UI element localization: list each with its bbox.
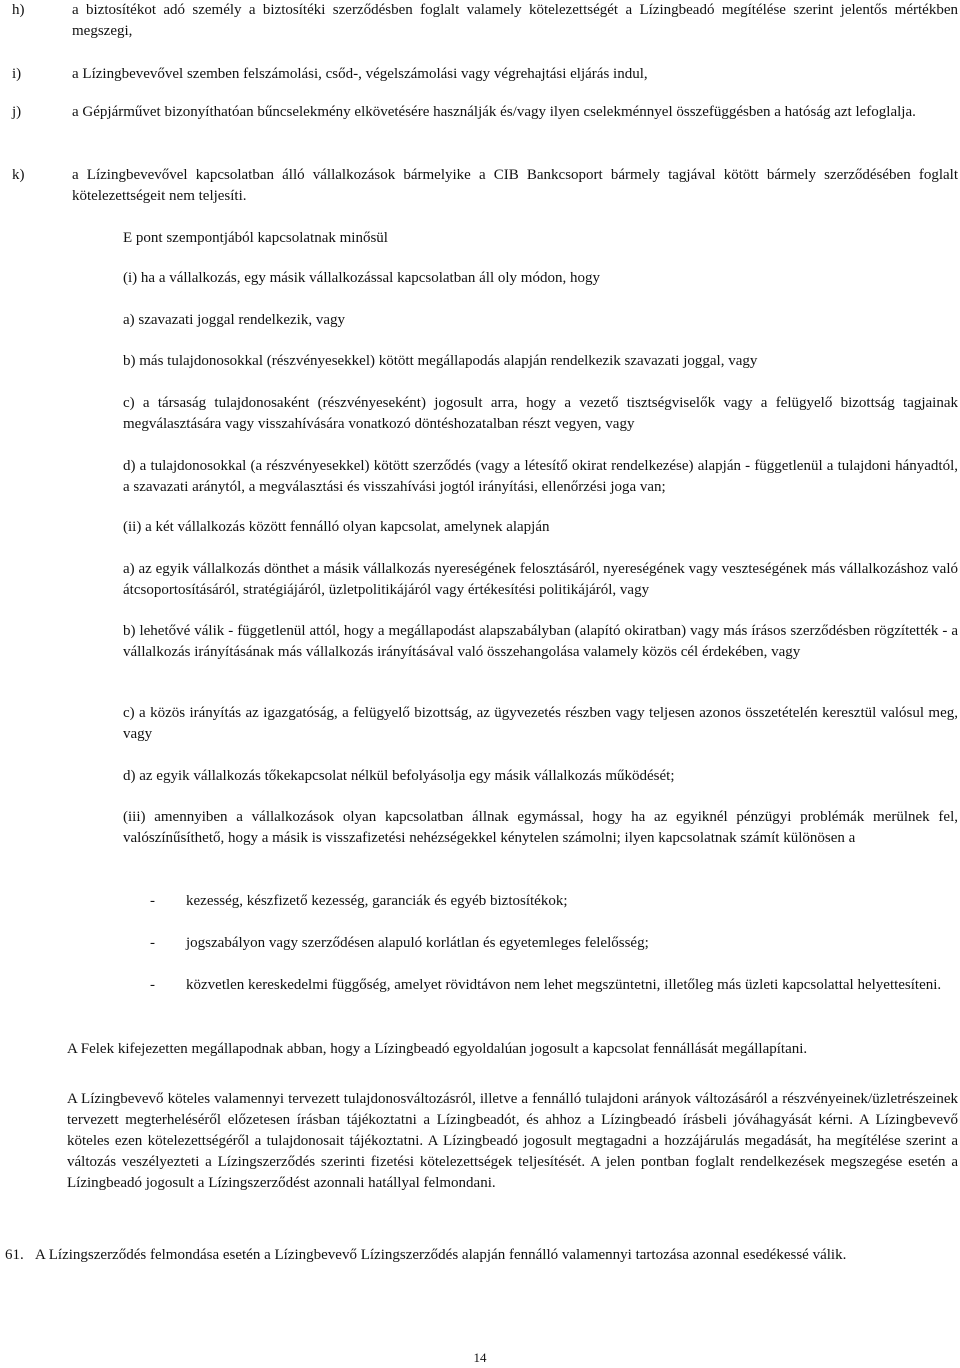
dash-bullet: -: [150, 935, 155, 951]
sub-ii-b: b) lehetővé válik - függetlenül attól, hogy a megállapodást alapszabályban (alapító okiratban) vagy más írásos szerződésben rögzítették - a vállalkozás irányításának más vállalkozás irányításával való összehangolása valamely közös cél érdekében, vagy: [123, 623, 958, 660]
section-61-text: A Lízingszerződés felmondása esetén a Lízingbevevő Lízingszerződés alapján fennálló valamennyi tartozása azonnal esedékessé válik.: [35, 1247, 847, 1263]
list-item-j: a Gépjárművet bizonyíthatóan bűncselekmény elkövetésére használják és/vagy ilyen cselekménnyel összefüggésben a hatóság azt lefoglalja.: [72, 104, 916, 120]
list-label-j: j): [12, 104, 22, 120]
sub-ii-c: c) a közös irányítás az igazgatóság, a felügyelő bizottság, az ügyvezetés részben vagy teljesen azonos összetételén keresztül valósul meg, vagy: [123, 705, 958, 742]
sub-ii-d: d) az egyik vállalkozás tőkekapcsolat nélkül befolyásolja egy másik vállalkozás működését;: [123, 768, 675, 784]
paragraph-lizingbevevo: A Lízingbevevő köteles valamennyi tervezett tulajdonosváltozásról, illetve a fennálló tulajdoni arányok változásáról a részvényeinek/üzletrészeinek tervezett megterheléséről előzetesen írásban tájékoztatni a Lízingbeadót, és ahhoz a Lízingbeadó írásbeli jóváhagyását kérni. A Lízingbevevő köteles ezen kötelezettségéről a tulajdonosait tájékoztatni. A Lízingbeadó jogosult megtagadni a hozzájárulás megadását, ha megítélése szerint a változás veszélyezteti a Lízingszerződés szerinti fizetési kötelezettségek teljesítését. A jelen pontban foglalt rendelkezések megszegése esetén a Lízingbeadó jogosult a Lízingszerződést azonnali hatállyal felmondani.: [67, 1091, 958, 1191]
sub-i-b: b) más tulajdonosokkal (részvényesekkel) kötött megállapodás alapján rendelkezik szavazati joggal, vagy: [123, 353, 758, 369]
paragraph-felek: A Felek kifejezetten megállapodnak abban, hogy a Lízingbeadó egyoldalúan jogosult a kapcsolat fennállását megállapítani.: [67, 1041, 808, 1057]
sub-ii: (ii) a két vállalkozás között fennálló olyan kapcsolat, amelynek alapján: [123, 519, 550, 535]
sub-i-a: a) szavazati joggal rendelkezik, vagy: [123, 312, 345, 328]
sub-iii: (iii) amennyiben a vállalkozások olyan kapcsolatban állnak egymással, hogy ha az egyiknél pénzügyi problémák merülnek fel, valószínűsíthető, hogy a másik is visszafizetési nehézségekkel kénytelen számolni; ilyen kapcsolatnak számít különösen a: [123, 809, 958, 846]
list-item-i: a Lízingbevevővel szemben felszámolási, csőd-, végelszámolási vagy végrehajtási eljárás indul,: [72, 66, 648, 82]
sub-ii-a: a) az egyik vállalkozás dönthet a másik vállalkozás nyereségének felosztásáról, nyereségének vagy veszteségének más vállalkozáshoz való átcsoportosításáról, stratégiájáról, üzletpolitikájáról vagy értékesítési politikájáról, vagy: [123, 561, 958, 598]
list-label-h: h): [12, 2, 25, 18]
dash-bullet: -: [150, 977, 155, 993]
section-number: 61.: [5, 1247, 24, 1263]
dash-item-1: kezesség, készfizető kezesség, garanciák és egyéb biztosítékok;: [186, 893, 568, 909]
list-item-h: a biztosítékot adó személy a biztosítéki szerződésben foglalt valamely kötelezettségét a Lízingbeadó megítélése szerint jelentős mértékben megszegi,: [72, 2, 958, 39]
page-number: 14: [473, 1350, 487, 1365]
dash-item-2: jogszabályon vagy szerződésen alapuló korlátlan és egyetemleges felelősség;: [186, 935, 649, 951]
dash-item-3: közvetlen kereskedelmi függőség, amelyet rövidtávon nem lehet megszüntetni, illetőleg más üzleti kapcsolattal helyettesíteni.: [186, 977, 942, 993]
list-item-k: a Lízingbevevővel kapcsolatban álló vállalkozások bármelyike a CIB Bankcsoport bármely tagjával kötött bármely szerződésében foglalt kötelezettségeit nem teljesíti.: [72, 167, 958, 204]
sub-intro: E pont szempontjából kapcsolatnak minősül: [123, 230, 388, 246]
list-label-i: i): [12, 66, 22, 82]
sub-i-d: d) a tulajdonosokkal (a részvényesekkel) kötött szerződés (vagy a létesítő okirat rendelkezése) alapján - függetlenül a tulajdoni hányadtól, a szavazati aránytól, a megválasztási és visszahívási jogtól irányítási, ellenőrzési joga van;: [123, 458, 958, 495]
list-label-k: k): [12, 167, 25, 183]
sub-i-c: c) a társaság tulajdonosaként (részvényeseként) jogosult arra, hogy a vezető tisztségviselők vagy a felügyelő bizottság tagjainak megválasztására vagy visszahívására vonatkozó döntéshozatalban részt vegyen, vagy: [123, 395, 958, 432]
dash-bullet: -: [150, 893, 155, 909]
sub-i: (i) ha a vállalkozás, egy másik vállalkozással kapcsolatban áll oly módon, hogy: [123, 270, 600, 286]
